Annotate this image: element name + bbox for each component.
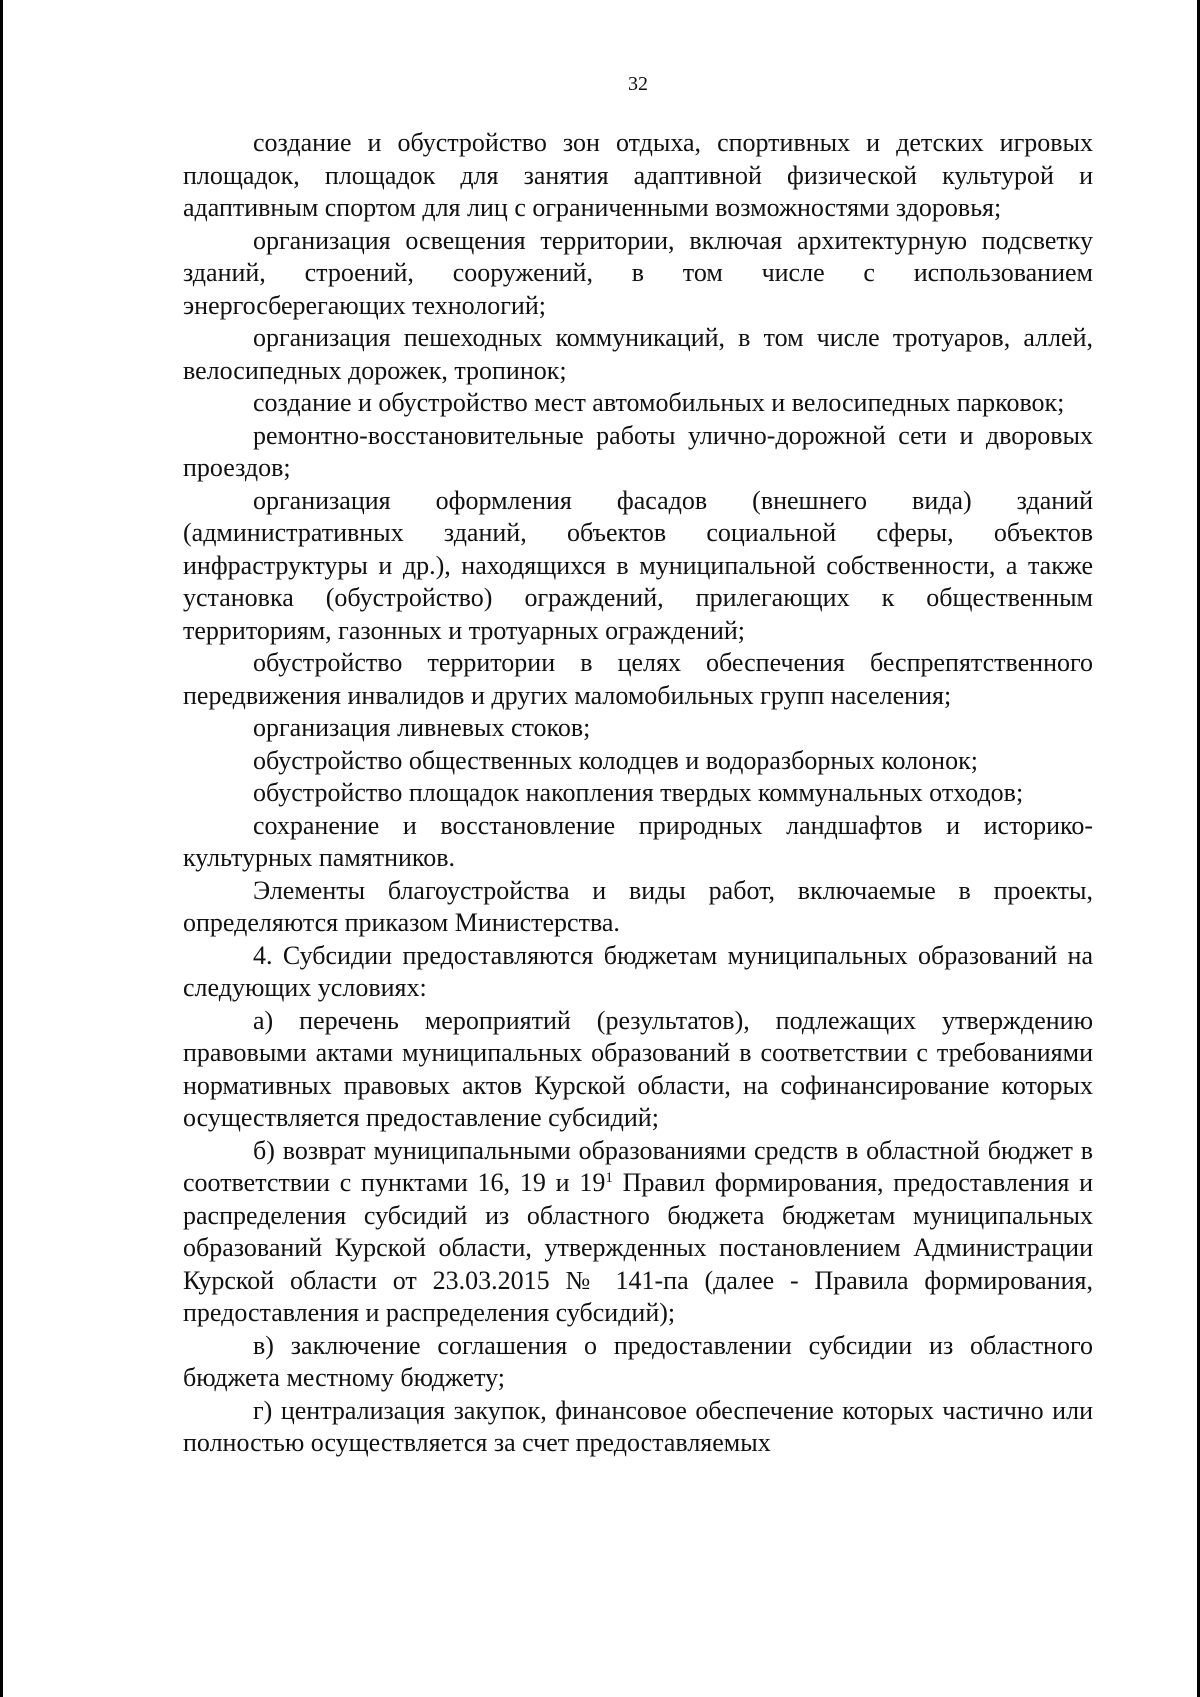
subclause-b-text-continued: Правил формирования, предоставления и распределения субсидий из областного бюджета бюджетам муниципальных образований Курской области, утвержденных постановлением Администрации Курской области от 23.03.2015 № 141-па (далее - Правила формирования, предоставления и распределения субсидий); — [183, 1168, 1093, 1327]
paragraph: обустройство территории в целях обеспечения беспрепятственного передвижения инвалидов и других маломобильных групп населения; — [183, 648, 1093, 710]
paragraph-clause-4: 4. Субсидии предоставляются бюджетам муниципальных образований на следующих условиях: — [183, 940, 1093, 1002]
paragraph: Элементы благоустройства и виды работ, включаемые в проекты, определяются приказом Министерства. — [183, 875, 1093, 937]
paragraph: создание и обустройство зон отдыха, спортивных и детских игровых площадок, площадок для занятия адаптивной физической культурой и адаптивным спортом для лиц с ограниченными возможностями здоровья; — [183, 128, 1093, 222]
paragraph-subclause-a: а) перечень мероприятий (результатов), подлежащих утверждению правовыми актами муниципальных образований в соответствии с требованиями нормативных правовых актов Курской области, на софинансирование которых осуществляется предоставление субсидий; — [183, 1005, 1093, 1132]
paragraph: сохранение и восстановление природных ландшафтов и историко-культурных памятников. — [183, 810, 1093, 872]
paragraph: организация пешеходных коммуникаций, в том числе тротуаров, аллей, велосипедных дорожек, тропинок; — [183, 323, 1093, 385]
paragraph: организация освещения территории, включая архитектурную подсветку зданий, строений, сооружений, в том числе с использованием энергосберегающих технологий; — [183, 225, 1093, 320]
paragraph: обустройство общественных колодцев и водоразборных колонок; — [253, 745, 978, 775]
paragraph: создание и обустройство мест автомобильных и велосипедных парковок; — [253, 388, 1065, 417]
paragraph-subclause-b — [183, 1135, 1093, 1330]
page-number: 32 — [628, 73, 648, 95]
subclause-b-text: б) возврат муниципальными образованиями средств в областной бюджет в соответствии с пунктами 16, 19 и 19 — [183, 1135, 1093, 1197]
paragraph: организация ливневых стоков; — [253, 713, 591, 742]
document-body — [183, 127, 1093, 1460]
paragraph: обустройство площадок накопления твердых коммунальных отходов; — [253, 778, 1024, 807]
paragraph: ремонтно-восстановительные работы улично-дорожной сети и дворовых проездов; — [183, 420, 1093, 482]
paragraph-subclause-v: в) заключение соглашения о предоставлении субсидии из областного бюджета местному бюджету; — [183, 1330, 1093, 1392]
paragraph: организация оформления фасадов (внешнего вида) зданий (административных зданий, объектов социальной сферы, объектов инфраструктуры и др.), находящихся в муниципальной собственности, а также установка (обустройство) ограждений, прилегающих к общественным территориям, газонных и тротуарных ограждений; — [183, 485, 1093, 645]
paragraph-subclause-g: г) централизация закупок, финансовое обеспечение которых частично или полностью осуществляется за счет предоставляемых — [183, 1395, 1093, 1457]
superscript: 1 — [605, 1170, 613, 1186]
scan-edge-left — [0, 0, 3, 1697]
